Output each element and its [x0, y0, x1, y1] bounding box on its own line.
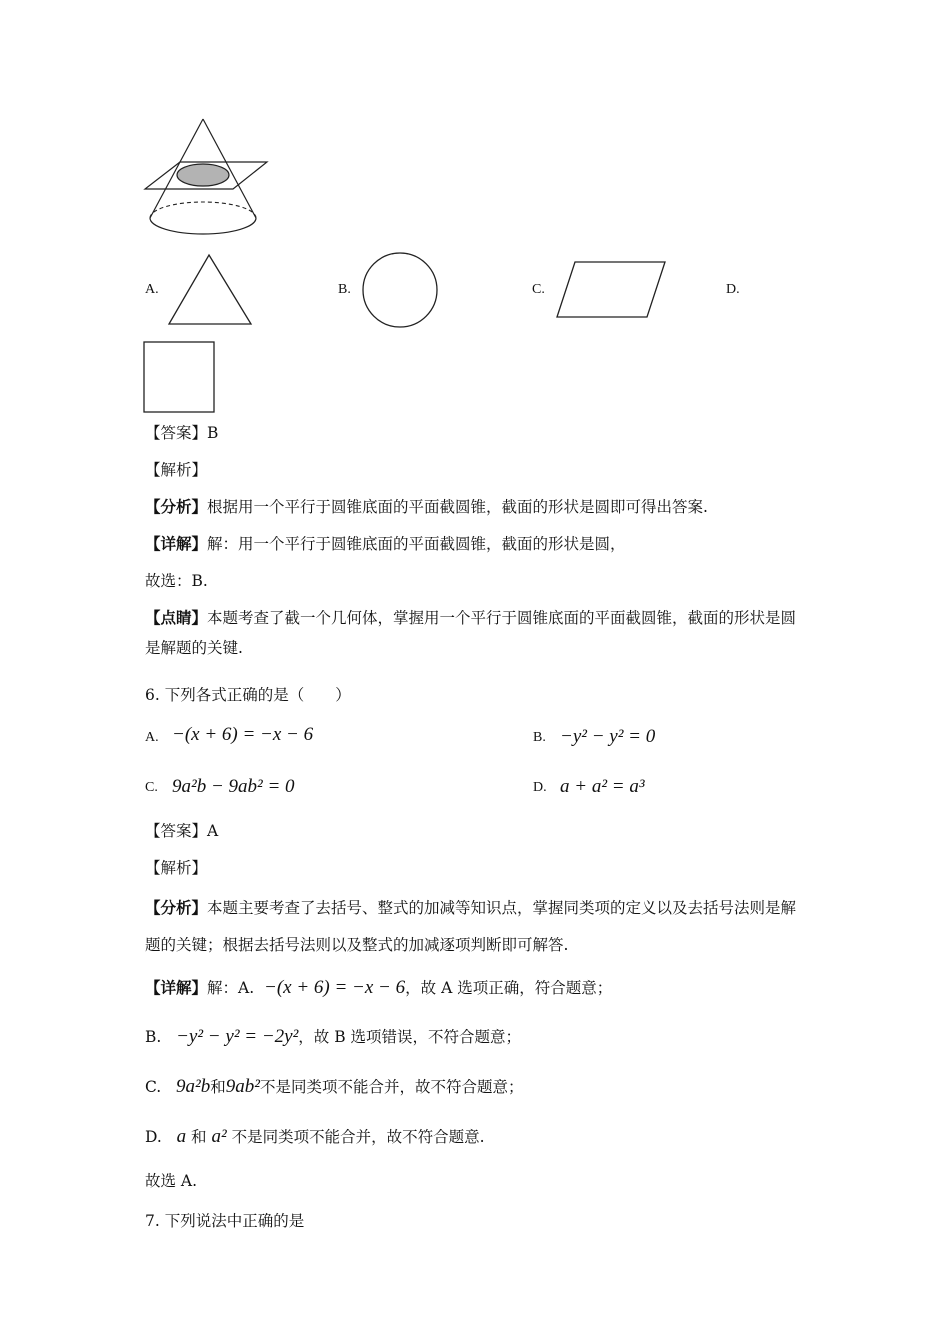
q5-answer: 【答案】B	[145, 424, 219, 442]
detail-c-and: 和	[210, 1078, 226, 1096]
q6-option-a-expr: −(x + 6) = −x − 6	[172, 724, 314, 745]
q5-comment	[145, 603, 810, 663]
q6-detail-b	[145, 1024, 521, 1050]
detail-a-text: ，故 A 选项正确，符合题意；	[405, 979, 613, 997]
q7-stem: 7. 下列说法中正确的是	[145, 1212, 305, 1230]
detail-tag: 【详解】	[145, 534, 208, 553]
option-d-label: D.	[726, 282, 740, 297]
parallelogram-shape	[555, 260, 667, 320]
comment-text: 本题考查了截一个几何体，掌握用一个平行于圆锥底面的平面截圆锥，截面的形状是圆是解题的关键.	[145, 609, 797, 657]
q6-stem: 6. 下列各式正确的是（ ）	[145, 686, 351, 704]
q6-option-b-label: B.	[533, 730, 546, 745]
detail-d-term1: a	[176, 1126, 187, 1147]
detail-c-text: 不是同类项不能合并，故不符合题意；	[259, 1078, 524, 1096]
detail-d-text: 不是同类项不能合并，故不符合题意.	[231, 1128, 485, 1146]
q6-detail-c	[145, 1074, 523, 1100]
detail-tag: 【详解】	[145, 978, 208, 997]
triangle-shape	[166, 253, 254, 327]
detail-b-expr: −y² − y² = −2y²	[176, 1026, 299, 1047]
q6-choice: 故选 A.	[145, 1172, 198, 1190]
detail-b-text: ，故 B 选项错误，不符合题意；	[298, 1028, 522, 1046]
detail-d-term2: a²	[211, 1126, 227, 1147]
q6-option-c-expr: 9a²b − 9ab² = 0	[172, 776, 295, 797]
q6-option-a-label: A.	[145, 730, 159, 745]
q5-analysis	[145, 496, 708, 518]
detail-d-prefix: D.	[145, 1128, 162, 1146]
detail-c-term1: 9a²b	[176, 1076, 211, 1097]
option-a-label: A.	[145, 282, 159, 297]
q6-option-d-expr: a + a² = a³	[560, 776, 645, 797]
q6-option-c-label: C.	[145, 780, 158, 795]
detail-b-prefix: B.	[145, 1028, 162, 1046]
analysis-tag: 【分析】	[145, 898, 208, 917]
detail-a-prefix: 解：A.	[207, 979, 255, 997]
q6-option-b-expr: −y² − y² = 0	[560, 726, 656, 747]
analysis-text: 本题主要考查了去括号、整式的加减等知识点，掌握同类项的定义以及去括号法则是解题的关键；根据去括号法则以及整式的加减逐项判断即可解答.	[145, 899, 797, 954]
option-c-label: C.	[532, 282, 545, 297]
q6-answer: 【答案】A	[145, 822, 219, 840]
q6-option-d-label: D.	[533, 780, 547, 795]
detail-d-and: 和	[191, 1128, 207, 1146]
cone-section-figure	[140, 115, 270, 240]
detail-c-term2: 9ab²	[225, 1076, 260, 1097]
q6-analysis-head: 【解析】	[145, 859, 208, 877]
q6-analysis	[145, 889, 810, 964]
detail-a-expr: −(x + 6) = −x − 6	[264, 977, 406, 998]
circle-shape	[360, 251, 442, 329]
comment-tag: 【点睛】	[145, 608, 208, 627]
square-shape	[142, 340, 216, 414]
q6-detail-a	[145, 975, 612, 1001]
detail-text: 解：用一个平行于圆锥底面的平面截圆锥，截面的形状是圆，	[207, 535, 626, 553]
q5-analysis-head: 【解析】	[145, 461, 208, 479]
q5-choice: 故选：B.	[145, 572, 208, 590]
detail-c-prefix: C.	[145, 1078, 162, 1096]
analysis-text: 根据用一个平行于圆锥底面的平面截圆锥，截面的形状是圆即可得出答案.	[207, 498, 708, 516]
q5-detail	[145, 533, 626, 555]
option-b-label: B.	[338, 282, 351, 297]
q6-detail-d	[145, 1124, 485, 1150]
analysis-tag: 【分析】	[145, 497, 208, 516]
